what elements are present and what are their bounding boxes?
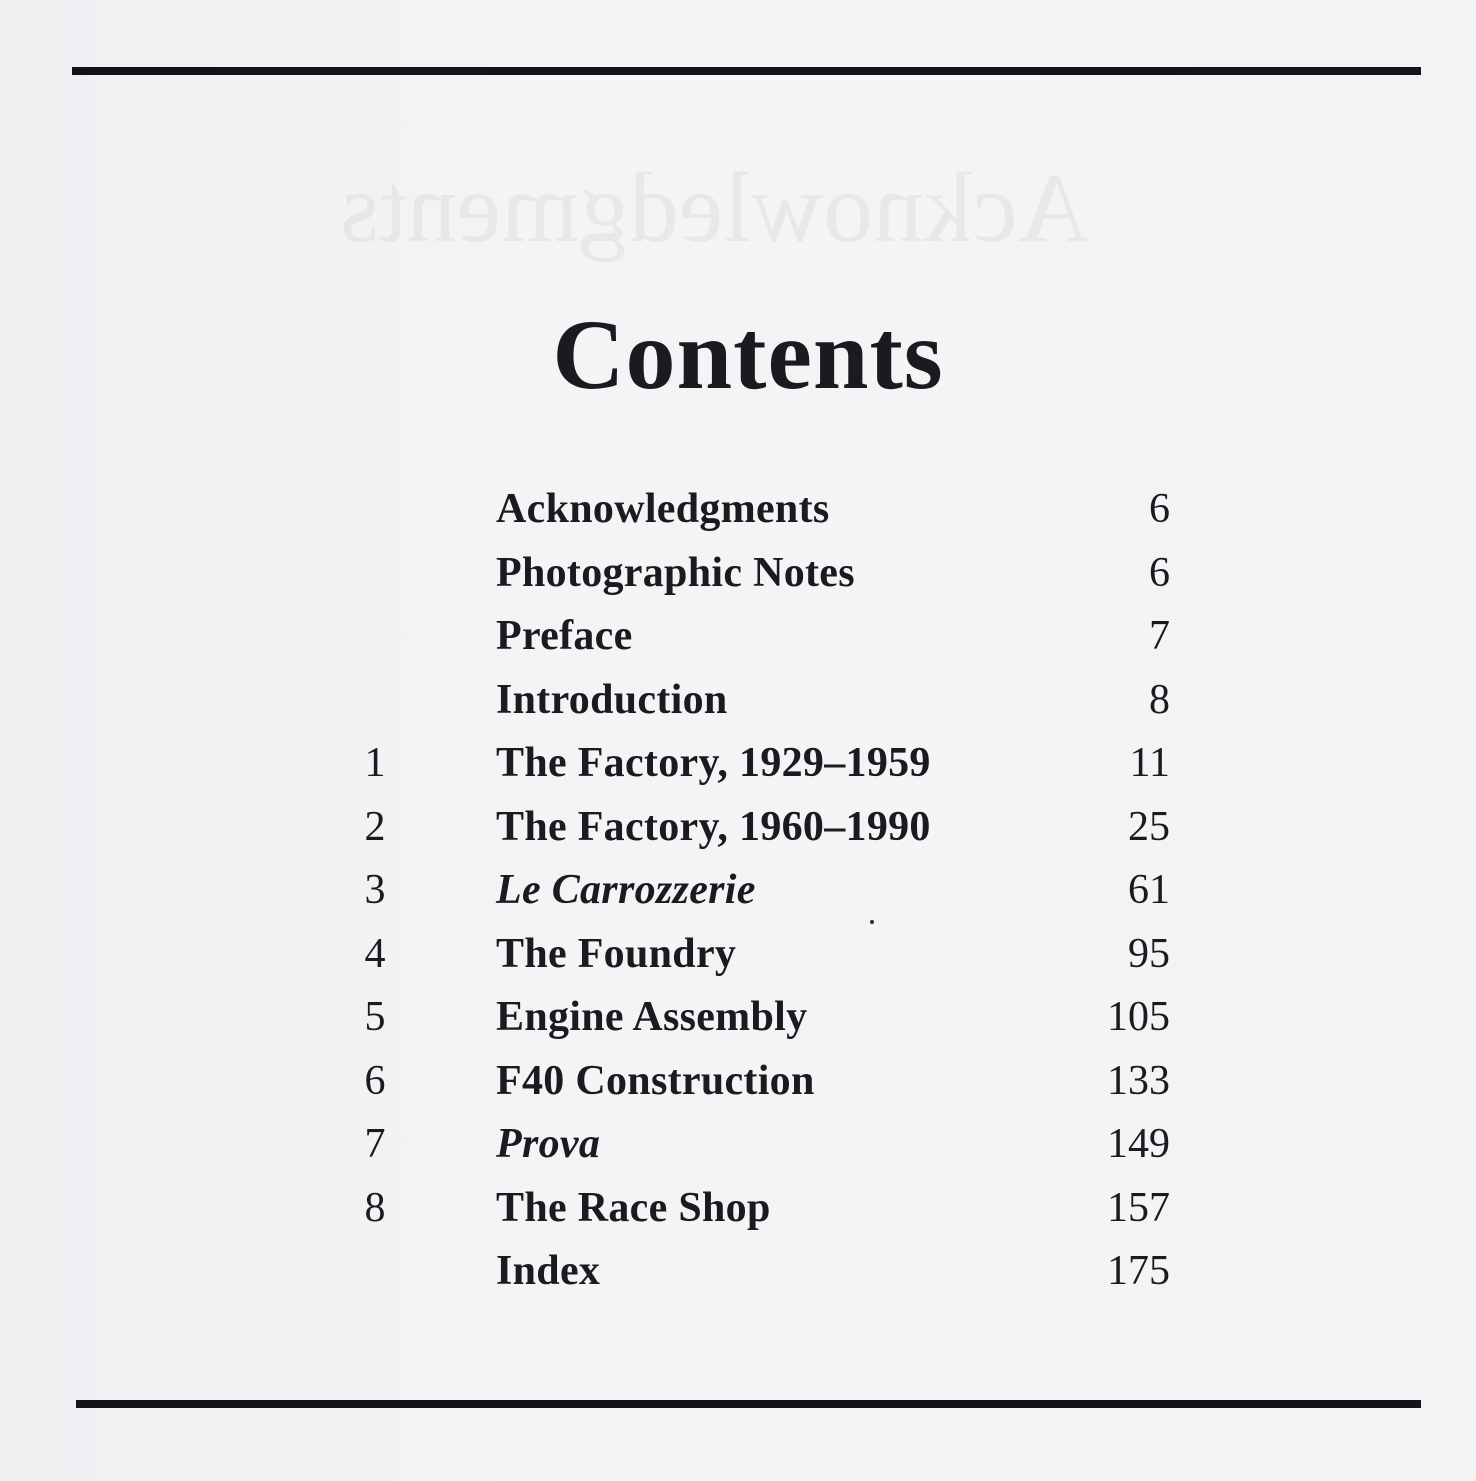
- entry-title: The Foundry: [496, 930, 737, 977]
- page-number: 7: [1149, 613, 1170, 659]
- toc-entry: [0, 1113, 1476, 1177]
- page-number: 61: [1128, 867, 1170, 913]
- top-rule: [72, 67, 1421, 75]
- toc-entry: [0, 859, 1476, 923]
- chapter-number: 2: [364, 803, 386, 850]
- page-number: 6: [1149, 486, 1170, 532]
- page-number: 11: [1129, 740, 1170, 786]
- toc-entry: [0, 732, 1476, 796]
- entry-title: Index: [496, 1248, 601, 1294]
- entry-title: The Factory, 1929–1959: [496, 740, 931, 786]
- page-number: 25: [1128, 803, 1170, 850]
- bottom-rule: [76, 1400, 1421, 1408]
- chapter-number: 1: [364, 740, 386, 786]
- entry-title: The Factory, 1960–1990: [496, 803, 931, 850]
- entry-title: Prova: [496, 1121, 601, 1167]
- toc-entry: [0, 669, 1476, 733]
- page-number: 8: [1149, 676, 1170, 723]
- paper-speck: [870, 920, 874, 924]
- page-number: 105: [1107, 994, 1170, 1040]
- page-number: 133: [1107, 1057, 1170, 1104]
- chapter-number: 6: [364, 1057, 386, 1104]
- page-title: Contents: [552, 299, 944, 410]
- chapter-number: 4: [364, 930, 386, 977]
- toc-entry: [0, 605, 1476, 669]
- chapter-number: 3: [364, 867, 386, 913]
- toc-entry: [0, 1177, 1476, 1241]
- toc-entry: [0, 478, 1476, 542]
- page-number: 95: [1128, 930, 1170, 977]
- chapter-number: 5: [364, 994, 386, 1040]
- toc-entry: [0, 1240, 1476, 1304]
- page-number: 149: [1107, 1121, 1170, 1167]
- toc-entry: [0, 542, 1476, 606]
- entry-title: Introduction: [496, 676, 728, 723]
- entry-title: F40 Construction: [496, 1057, 815, 1104]
- toc-entry: [0, 923, 1476, 987]
- entry-title: The Race Shop: [496, 1184, 771, 1231]
- page-number: 6: [1149, 549, 1170, 596]
- entry-title: Photographic Notes: [496, 549, 855, 596]
- entry-title: Preface: [496, 613, 633, 659]
- toc-entry: [0, 1050, 1476, 1114]
- page-number: 175: [1107, 1248, 1170, 1294]
- entry-title: Le Carrozzerie: [496, 867, 756, 913]
- chapter-number: 7: [364, 1121, 386, 1167]
- entry-title: Engine Assembly: [496, 994, 808, 1040]
- table-of-contents: [0, 478, 1476, 1304]
- page-number: 157: [1107, 1184, 1170, 1231]
- toc-entry: [0, 986, 1476, 1050]
- chapter-number: 8: [364, 1184, 386, 1231]
- entry-title: Acknowledgments: [496, 486, 830, 532]
- toc-entry: [0, 796, 1476, 860]
- show-through-text: Acknowledgments: [340, 152, 1090, 263]
